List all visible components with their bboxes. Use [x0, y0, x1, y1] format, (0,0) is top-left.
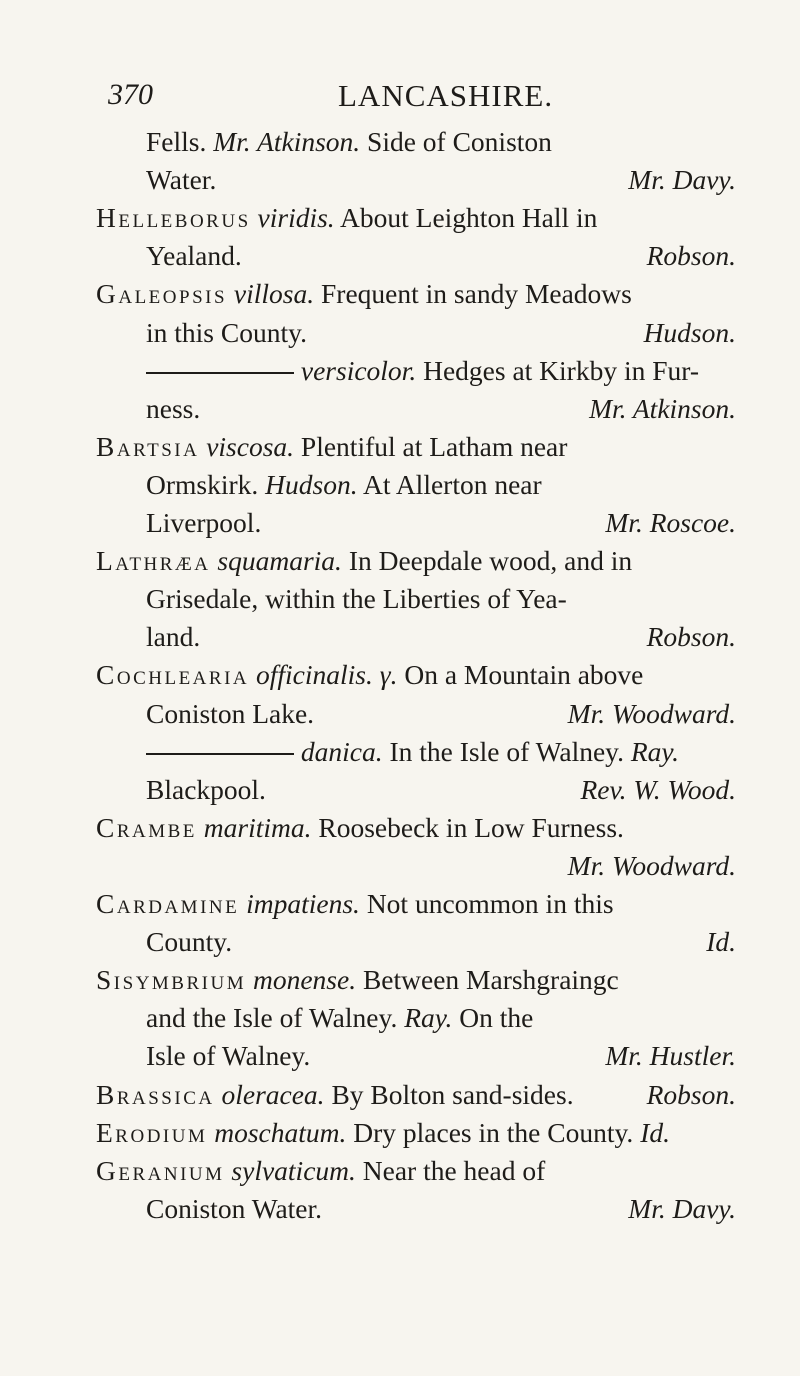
genus-name: Lathræa — [96, 545, 211, 577]
authority: Mr. Atkinson. — [589, 392, 736, 424]
species-name: maritima. — [203, 811, 312, 843]
text-line — [0, 274, 800, 314]
genus-name: Brassica — [96, 1078, 215, 1110]
text-line — [0, 236, 800, 276]
line-text: Yealand. — [146, 240, 242, 272]
text-line — [0, 655, 800, 695]
text-line — [0, 1036, 800, 1076]
authority: Hudson. — [643, 316, 736, 348]
authority: Robson. — [646, 621, 736, 653]
line-content — [146, 351, 699, 391]
text-line — [0, 1189, 800, 1229]
line-content — [146, 503, 261, 543]
line-text: Frequent in sandy Meadows — [314, 278, 632, 310]
text-line — [0, 732, 800, 772]
text-line — [0, 998, 800, 1038]
line-text: By Bolton sand-sides. — [324, 1078, 574, 1110]
line-text: Coniston Lake. — [146, 697, 315, 729]
genus-name: Helleborus — [96, 202, 251, 234]
line-content — [146, 694, 314, 734]
citation: Ray. — [630, 735, 679, 767]
authority: Mr. Davy. — [628, 1192, 736, 1224]
line-content — [96, 960, 619, 1000]
authority: Robson. — [646, 1078, 736, 1110]
text-line — [0, 579, 800, 619]
line-content — [96, 884, 614, 924]
species-name: monense. — [252, 964, 357, 996]
text-line — [0, 313, 800, 353]
line-text: Coniston Water. — [146, 1192, 323, 1224]
species-name: danica. — [300, 735, 383, 767]
genus-name: Galeopsis — [96, 278, 228, 310]
line-text: On a Mountain above — [397, 659, 644, 691]
genus-name: Cardamine — [96, 888, 240, 919]
text-line — [0, 541, 800, 581]
line-text: Hedges at Kirkby in Fur- — [416, 354, 700, 386]
text-line — [0, 503, 800, 543]
line-text: Water. — [146, 164, 217, 196]
authority: Mr. Davy. — [628, 164, 736, 196]
line-content — [96, 274, 632, 314]
authority: Mr. Roscoe. — [605, 507, 736, 538]
line-content — [146, 1036, 310, 1076]
text-line — [0, 808, 800, 848]
text-line — [0, 1113, 800, 1153]
citation: Mr. Atkinson. — [213, 126, 361, 157]
text-line — [0, 922, 800, 962]
ditto-rule — [146, 753, 294, 755]
authority: Mr. Hustler. — [605, 1040, 736, 1072]
species-name: villosa. — [233, 278, 315, 310]
line-text: Not uncommon in this — [359, 888, 614, 919]
line-text: Grisedale, within the Liberties of Yea- — [146, 583, 567, 615]
text-line — [0, 884, 800, 924]
species-name: versicolor. — [300, 354, 417, 386]
ditto-rule — [146, 372, 294, 374]
authority: Mr. Woodward. — [567, 697, 736, 729]
line-content — [96, 1113, 670, 1153]
line-text: and the Isle of Walney. — [146, 1002, 405, 1034]
authority: Rev. W. Wood. — [580, 773, 736, 805]
page-number: 370 — [108, 78, 153, 111]
text-line — [0, 465, 800, 505]
line-content — [96, 808, 624, 848]
line-text: Dry places in the County. — [346, 1116, 641, 1148]
authority: Mr. Woodward. — [567, 849, 736, 881]
text-line — [0, 617, 800, 657]
line-text: Fells. — [146, 126, 214, 157]
line-text: land. — [146, 621, 201, 653]
line-text: ness. — [146, 392, 201, 424]
text-line — [0, 389, 800, 429]
text-line — [0, 770, 800, 810]
line-content — [146, 617, 200, 657]
line-text: Side of Coniston — [360, 126, 552, 157]
authority: Robson. — [646, 240, 736, 272]
line-content — [146, 770, 266, 810]
line-text: Blackpool. — [146, 773, 266, 805]
species-name: officinalis. γ. — [256, 659, 398, 691]
line-text: Liverpool. — [146, 507, 262, 538]
text-line — [0, 122, 800, 162]
line-content — [146, 1189, 322, 1229]
line-content — [146, 998, 533, 1038]
line-text: County. — [146, 926, 233, 958]
text-line — [0, 198, 800, 238]
line-text: Roosebeck in Low Furness. — [311, 811, 624, 843]
line-text: In Deepdale wood, and in — [341, 545, 633, 577]
line-content — [96, 541, 632, 581]
genus-name: Sisymbrium — [96, 964, 247, 996]
text-line — [0, 1151, 800, 1191]
line-text: In the Isle of Walney. — [382, 735, 631, 767]
text-line — [0, 351, 800, 391]
text-line — [0, 694, 800, 734]
species-name: moschatum. — [214, 1116, 347, 1148]
genus-name: Bartsia — [96, 430, 200, 462]
species-name: impatiens. — [246, 888, 360, 919]
text-line — [0, 160, 800, 200]
line-text: Isle of Walney. — [146, 1040, 311, 1072]
line-text: in this County. — [146, 316, 307, 348]
running-head: LANCASHIRE. — [338, 78, 554, 113]
line-text: Between Marshgraingc — [356, 964, 619, 996]
authority: Id. — [706, 926, 736, 958]
text-line — [0, 960, 800, 1000]
species-name: viridis. — [257, 202, 335, 234]
line-text: Plentiful at Latham near — [294, 430, 568, 462]
line-text: Near the head of — [355, 1154, 546, 1186]
line-content — [96, 427, 567, 467]
citation: Ray. — [404, 1002, 453, 1034]
species-name: viscosa. — [206, 430, 295, 462]
line-content — [96, 1151, 545, 1191]
species-name: oleracea. — [221, 1078, 325, 1110]
line-text: At Allerton near — [357, 468, 542, 500]
text-line — [0, 1075, 800, 1115]
line-content — [146, 313, 307, 353]
line-content — [146, 236, 242, 276]
text-line — [0, 846, 800, 886]
genus-name: Geranium — [96, 1154, 225, 1186]
line-content — [96, 655, 643, 695]
line-content — [146, 732, 679, 772]
line-content — [146, 122, 552, 162]
line-text: Ormskirk. — [146, 468, 266, 500]
genus-name: Erodium — [96, 1116, 208, 1148]
citation: Id. — [640, 1116, 670, 1148]
line-content — [146, 922, 232, 962]
line-content — [96, 198, 597, 238]
text-line — [0, 427, 800, 467]
genus-name: Cochlearia — [96, 659, 250, 691]
line-content — [146, 389, 200, 429]
line-content — [146, 160, 216, 200]
citation: Hudson. — [265, 468, 358, 500]
species-name: sylvaticum. — [231, 1154, 356, 1186]
species-name: squamaria. — [217, 545, 342, 577]
line-content — [146, 579, 567, 619]
genus-name: Crambe — [96, 811, 197, 843]
line-content — [96, 1075, 574, 1115]
line-text: On the — [452, 1002, 534, 1034]
line-content — [146, 465, 542, 505]
line-text: About Leighton Hall in — [334, 202, 598, 234]
